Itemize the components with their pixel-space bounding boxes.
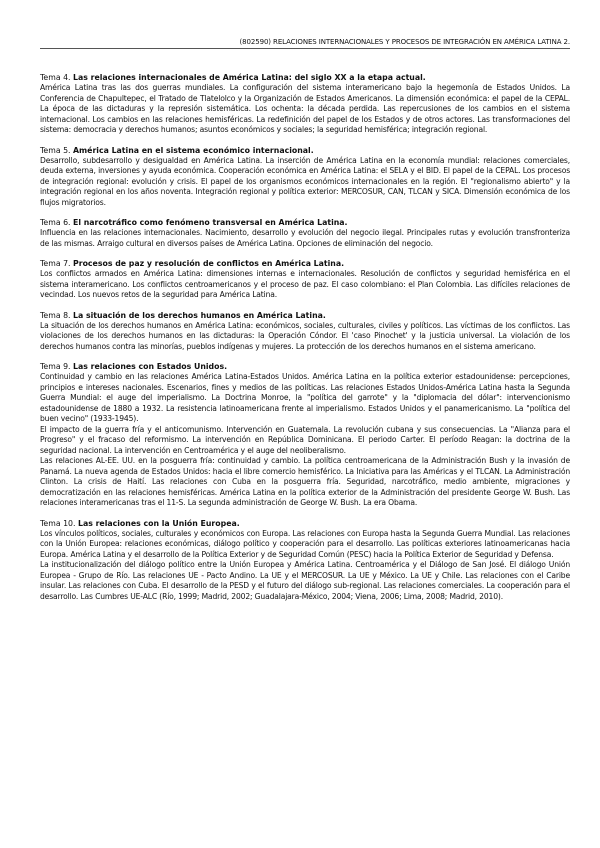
- tema-number: Tema 8.: [40, 310, 71, 320]
- tema-title: Procesos de paz y resolución de conflictos en América Latina.: [73, 259, 345, 268]
- tema-heading: [40, 218, 570, 228]
- tema-number: Tema 6.: [40, 218, 71, 227]
- tema-heading: [40, 259, 570, 269]
- tema-heading: [40, 311, 570, 321]
- tema-heading: [40, 519, 570, 529]
- tema-title: Las relaciones internacionales de América Latina: del siglo XX a la etapa actual.: [73, 73, 426, 82]
- tema-section: [40, 218, 570, 249]
- tema-section: [40, 146, 570, 209]
- document-body: [40, 73, 570, 612]
- tema-number: Tema 5.: [40, 145, 71, 155]
- tema-section: [40, 73, 570, 136]
- tema-paragraph: La situación de los derechos humanos en América Latina: económicos, sociales, culturales, civiles y políticos. Las víctimas de los conflictos. Las violaciones de los derechos humanos en las dictaduras: la Operación Cóndor. El 'caso Pinochet' y la justicia universal. La violación de los derechos humanos contra las minorías, pueblos indígenas y mujeres. La protección de los derechos humanos en el sistema americano.: [40, 320, 570, 351]
- tema-title: América Latina en el sistema económico internacional.: [73, 145, 314, 155]
- tema-paragraph: Continuidad y cambio en las relaciones América Latina-Estados Unidos. América Latina en la política exterior estadounidense: percepciones, principios e intereses nacionales. Escenarios, fines y medios de las políticas. Las relaciones Estados Unidos-América Latina hasta la Segunda Guerra Mundial: el auge del imperialismo. La Doctrina Monroe, la "política del garrote" y la "diplomacia del dólar": intervencionismo estadounidense de 1880 a 1932. La resistencia latinoamericana frente al imperialismo. Estados Unidos y el panamericanismo. La "política del buen vecino" (1933-1945).: [40, 372, 570, 423]
- tema-section: [40, 311, 570, 353]
- tema-paragraph: Los vínculos políticos, sociales, culturales y económicos con Europa. Las relaciones con Europa hasta la Segunda Guerra Mundial. Las relaciones con la Unión Europea: relaciones económicas, diálogo político y cooperación para el desarrollo. Las políticas exteriores latinoamericanas hacia Europa. América Latina y el desarrollo de la Política Exterior y de Seguridad Común (PESC) hacia la Política Exterior de Seguridad y Defensa.: [40, 528, 570, 559]
- tema-title: El narcotráfico como fenómeno transversal en América Latina.: [73, 218, 348, 227]
- tema-section: [40, 259, 570, 301]
- tema-heading: [40, 362, 570, 372]
- tema-paragraph: Las relaciones AL-EE. UU. en la posguerra fría: continuidad y cambio. La política centroamericana de la Administración Bush y la invasión de Panamá. La nueva agenda de Estados Unidos: hacia el libre comercio hemisférico. La Iniciativa para las Américas y el TLCAN. La Administración Clinton. La crisis de Haití. Las relaciones con Cuba en la posguerra fría. Seguridad, narcotráfico, medio ambiente, migraciones y democratización en las relaciones hemisféricas. América Latina en la política exterior de la Administración del presidente George W. Bush. Las relaciones interamericanas tras el 11-S. La segunda administración de George W. Bush. La era Obama.: [40, 456, 570, 507]
- tema-paragraph: Los conflictos armados en América Latina: dimensiones internas e internacionales. Resolución de conflictos y seguridad hemisférica en el sistema interamericano. Los conflictos centroamericanos y el proceso de paz. El caso colombiano: el Plan Colombia. Las difíciles relaciones de vecindad. Los nuevos retos de la seguridad para América Latina.: [40, 269, 570, 299]
- tema-number: Tema 9.: [40, 362, 71, 371]
- tema-section: [40, 519, 570, 603]
- tema-paragraph: La institucionalización del diálogo político entre la Unión Europea y América Latina. Centroamérica y el Diálogo de San José. El diálogo Unión Europea - Grupo de Río. Las relaciones UE - Pacto Andino. La UE y el MERCOSUR. La UE y México. La UE y Chile. Las relaciones con el Caribe insular. Las relaciones con Cuba. El desarrollo de la PESD y el futuro del diálogo sub-regional. Las relaciones comerciales. La cooperación para el desarrollo. Las Cumbres UE-ALC (Río, 1999; Madrid, 2002; Guadalajara-México, 2004; Viena, 2006; Lima, 2008; Madrid, 2010).: [40, 560, 570, 601]
- tema-paragraph: Influencia en las relaciones internacionales. Nacimiento, desarrollo y evolución del negocio ilegal. Principales rutas y evolución transfronteriza de las mismas. Arraigo cultural en diversos países de América Latina. Opciones de eliminación del negocio.: [40, 228, 570, 248]
- tema-title: La situación de los derechos humanos en América Latina.: [73, 310, 326, 320]
- tema-paragraph: Desarrollo, subdesarrollo y desigualdad en América Latina. La inserción de América Latina en la economía mundial: relaciones comerciales, deuda externa, inversiones y ayuda económica. Cooperación económica en América Latina: el SELA y el BID. El papel de la CEPAL. Los procesos de integración regional: evolución y crisis. El papel de los organismos económicos internacionales en la región. El "regionalismo abierto" y la integración regional en los años noventa. Integración regional y política exterior: MERCOSUR, CAN, TLCAN y SICA. Dimensión económica de los flujos migratorios.: [40, 155, 570, 207]
- tema-paragraph: América Latina tras las dos guerras mundiales. La configuración del sistema interamericano bajo la hegemonía de Estados Unidos. La Conferencia de Chapultepec, el Tratado de Tlatelolco y la Organización de Estados Americanos. La dimensión económica: el papel de la CEPAL. La época de las dictaduras y la represión sistemática. Los ochenta: la década perdida. Las repercusiones de los cambios en el sistema internacional. Los cambios en las relaciones hemisféricas. La redefinición del papel de los Estados y de otros actores. Las transformaciones del sistema: democracia y derechos humanos; asuntos económicos y sociales; la seguridad hemisférica; integración regional.: [40, 83, 570, 134]
- tema-section: [40, 362, 570, 509]
- tema-heading: [40, 146, 570, 156]
- tema-number: Tema 7.: [40, 259, 71, 268]
- tema-paragraph: El impacto de la guerra fría y el anticomunismo. Intervención en Guatemala. La revolución cubana y sus consecuencias. La "Alianza para el Progreso" y el fracaso del reformismo. La intervención en República Dominicana. El periodo Carter. El período Reagan: la doctrina de la seguridad nacional. La intervención en Centroamérica y el auge del neoliberalismo.: [40, 424, 570, 455]
- tema-title: Las relaciones con Estados Unidos.: [73, 362, 228, 371]
- tema-number: Tema 10.: [40, 518, 76, 528]
- tema-heading: [40, 73, 570, 83]
- tema-title: Las relaciones con la Unión Europea.: [77, 518, 240, 528]
- running-header: (802590) RELACIONES INTERNACIONALES Y PROCESOS DE INTEGRACIÓN EN AMÉRICA LATINA 2.: [40, 38, 570, 49]
- tema-number: Tema 4.: [40, 73, 71, 82]
